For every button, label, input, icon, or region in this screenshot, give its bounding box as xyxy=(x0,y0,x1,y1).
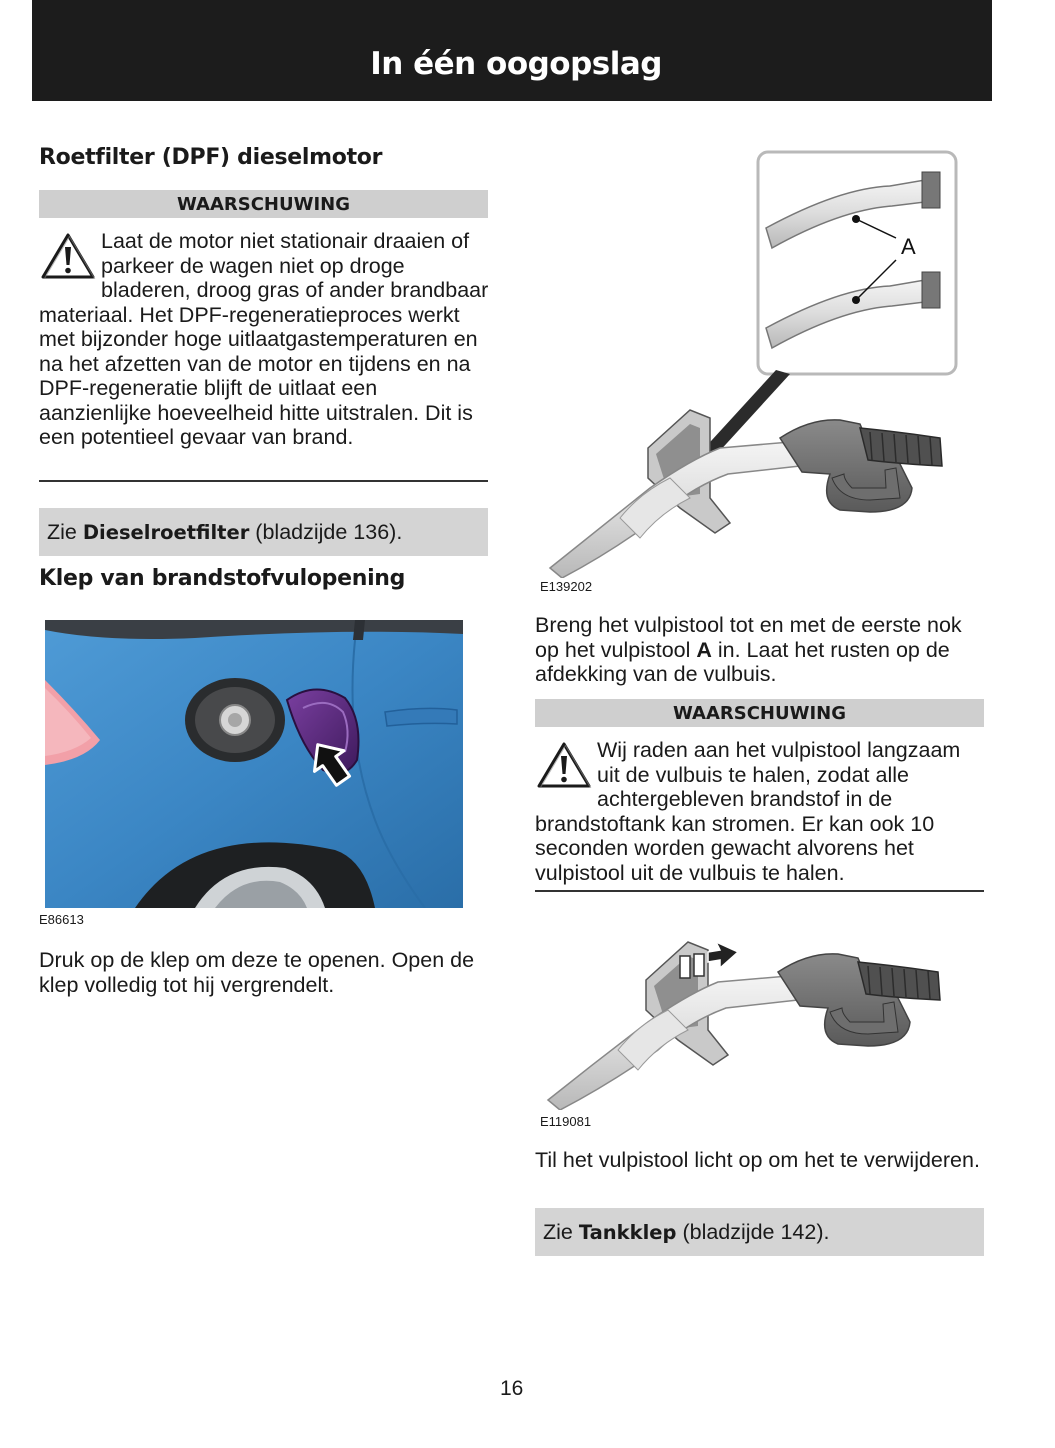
image-code-3: E119081 xyxy=(540,1114,592,1129)
insert-text-post: in. Laat het rusten op de afdekking van de vulbuis. xyxy=(535,637,950,686)
warning-block-1 xyxy=(39,229,491,450)
note-1-suffix: (bladzijde 136). xyxy=(249,520,403,544)
page-number: 16 xyxy=(500,1377,524,1400)
image-code-2: E139202 xyxy=(540,579,593,594)
warning-text-1: Laat de motor niet stationair draaien of parkeer de wagen niet op droge bladeren, droog gras of ander brandbaar materiaal. Het DPF-regeneratieproces werkt met bijzonder hoge uitlaatgastemperaturen en na het afzetten van de motor en tijdens en na DPF-regeneratie blijft de uitlaat een aanzienlijke hoeveelheid hitte uitstralen. Dit is een potentieel gevaar van brand. xyxy=(39,229,489,449)
image-code-1: E86613 xyxy=(39,912,84,927)
nozzle-remove-image xyxy=(540,930,950,1110)
warning-label-2: WAARSCHUWING xyxy=(535,699,984,727)
note-1-link[interactable]: Dieselroetfilter xyxy=(82,521,250,544)
note-2-prefix: Zie xyxy=(543,1220,579,1244)
lift-instruction: Til het vulpistool licht op om het te verwijderen. xyxy=(535,1148,980,1172)
page-header xyxy=(32,0,992,101)
warning-block-2 xyxy=(535,738,987,885)
warning-label-1: WAARSCHUWING xyxy=(39,190,488,218)
warning-text-2: Wij raden aan het vulpistool langzaam uit de vulbuis te halen, zodat alle achtergebleven brandstof in de brandstoftank kan stromen. Er kan ook 10 seconden worden gewacht alvorens het vulpistool uit de vulbuis te halen. xyxy=(535,738,961,885)
flap-instruction: Druk op de klep om deze te openen. Open de klep volledig tot hij vergrendelt. xyxy=(39,948,475,997)
insert-text-pre: Breng het vulpistool tot en met de eerste nok op het vulpistool xyxy=(535,613,962,662)
dpf-heading: Roetfilter (DPF) dieselmotor xyxy=(39,145,383,170)
insert-text-bold: A xyxy=(696,637,712,662)
warning-triangle-icon xyxy=(39,231,97,281)
note-1-prefix: Zie xyxy=(47,520,83,544)
warning-triangle-icon xyxy=(535,740,593,790)
note-2-suffix: (bladzijde 142). xyxy=(676,1220,830,1244)
divider-2 xyxy=(535,890,984,892)
insert-instruction xyxy=(535,613,990,687)
note-box-tankklep xyxy=(535,1208,984,1256)
nozzle-insert-image xyxy=(540,148,960,578)
header-title: In één oogopslag xyxy=(370,46,662,82)
flap-heading: Klep van brandstofvulopening xyxy=(39,566,406,591)
note-2-link[interactable]: Tankklep xyxy=(578,1221,677,1244)
divider-1 xyxy=(39,480,488,482)
note-box-dieselroetfilter xyxy=(39,508,488,556)
fuel-flap-image xyxy=(45,620,463,908)
label-a: A xyxy=(901,234,916,259)
